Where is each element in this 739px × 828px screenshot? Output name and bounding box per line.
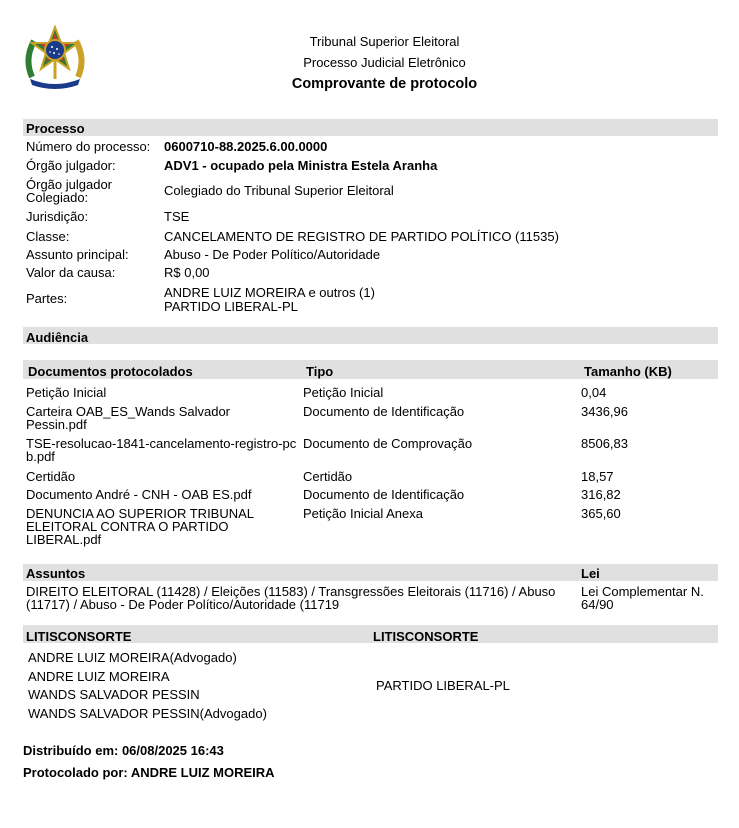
tamanho-col-header: Tamanho (KB) [584, 364, 672, 379]
doc-row-1-tamanho: 0,04 [581, 385, 607, 400]
doc-row-2-nome: Carteira OAB_ES_Wands Salvador Pessin.pdf [26, 404, 231, 432]
protocolado-por: Protocolado por: ANDRE LUIZ MOREIRA [23, 765, 275, 780]
numero-label: Número do processo: [26, 139, 151, 154]
doc-row-5-tipo: Documento de Identificação [303, 487, 465, 502]
distribuido-em: Distribuído em: 06/08/2025 16:43 [23, 743, 224, 758]
jurisdicao-value: TSE [164, 209, 190, 224]
lei-col-header: Lei [581, 566, 600, 581]
litisconsorte-left-1: ANDRE LUIZ MOREIRA(Advogado) [28, 650, 237, 665]
doc-row-4-tamanho: 18,57 [581, 469, 614, 484]
valor-causa-value: R$ 0,00 [164, 265, 210, 280]
lei-value: Lei Complementar N. 64/90 [581, 584, 704, 612]
assunto-principal-value: Abuso - De Poder Político/Autoridade [164, 247, 381, 262]
litisconsorte-left-header: LITISCONSORTE [26, 629, 132, 644]
doc-row-3-tipo: Documento de Comprovação [303, 436, 473, 451]
court-name: Tribunal Superior Eleitoral [309, 34, 460, 49]
documentos-col-header: Documentos protocolados [28, 364, 193, 379]
classe-label: Classe: [26, 229, 70, 244]
litisconsorte-right-header: LITISCONSORTE [373, 629, 479, 644]
assunto-value: DIREITO ELEITORAL (11428) / Eleições (11583) / Transgressões Eleitorais (11716) / Abuso (11717) / Abuso - De Poder Político/Autoridade (11719 [26, 584, 556, 612]
doc-row-4-nome: Certidão [26, 469, 76, 484]
doc-row-6-tipo: Petição Inicial Anexa [303, 506, 423, 521]
partes-label: Partes: [26, 291, 68, 306]
jurisdicao-label: Jurisdição: [26, 209, 89, 224]
assunto-principal-label: Assunto principal: [26, 247, 129, 262]
litisconsorte-left-4: WANDS SALVADOR PESSIN(Advogado) [28, 706, 267, 721]
litisconsorte-left-3: WANDS SALVADOR PESSIN [28, 687, 200, 702]
numero-value: 0600710-88.2025.6.00.0000 [164, 139, 328, 154]
assuntos-band [23, 564, 718, 581]
orgao-label: Órgão julgador: [26, 158, 116, 173]
doc-row-5-nome: Documento André - CNH - OAB ES.pdf [26, 487, 252, 502]
processo-section-title: Processo [26, 121, 85, 136]
audiencia-band [23, 327, 718, 344]
valor-causa-label: Valor da causa: [26, 265, 116, 280]
doc-row-6-tamanho: 365,60 [581, 506, 621, 521]
partes-value-1: ANDRE LUIZ MOREIRA e outros (1) [164, 285, 375, 300]
system-name: Processo Judicial Eletrônico [303, 55, 466, 70]
litisconsorte-left-2: ANDRE LUIZ MOREIRA [28, 669, 170, 684]
doc-row-4-tipo: Certidão [303, 469, 353, 484]
doc-row-6-nome: DENUNCIA AO SUPERIOR TRIBUNAL ELEITORAL CONTRA O PARTIDO LIBERAL.pdf [26, 506, 254, 547]
audiencia-section-title: Audiência [26, 330, 89, 345]
processo-band [23, 119, 718, 136]
orgao-colegiado-label: Órgão julgador Colegiado: [26, 177, 112, 205]
doc-row-1-tipo: Petição Inicial [303, 385, 384, 400]
doc-row-3-tamanho: 8506,83 [581, 436, 628, 451]
classe-value: CANCELAMENTO DE REGISTRO DE PARTIDO POLÍTICO (11535) [164, 229, 559, 244]
assuntos-col-header: Assuntos [26, 566, 86, 581]
orgao-value: ADV1 - ocupado pela Ministra Estela Aranha [164, 158, 438, 173]
tipo-col-header: Tipo [306, 364, 334, 379]
partes-value-2: PARTIDO LIBERAL-PL [164, 299, 298, 314]
doc-row-2-tamanho: 3436,96 [581, 404, 628, 419]
doc-row-2-tipo: Documento de Identificação [303, 404, 465, 419]
orgao-colegiado-value: Colegiado do Tribunal Superior Eleitoral [164, 183, 394, 198]
page-title: Comprovante de protocolo [291, 76, 478, 92]
litisconsorte-right-1: PARTIDO LIBERAL-PL [376, 678, 510, 693]
doc-row-1-nome: Petição Inicial [26, 385, 107, 400]
doc-row-3-nome: TSE-resolucao-1841-cancelamento-registro-pcb.pdf [26, 436, 297, 464]
doc-row-5-tamanho: 316,82 [581, 487, 621, 502]
